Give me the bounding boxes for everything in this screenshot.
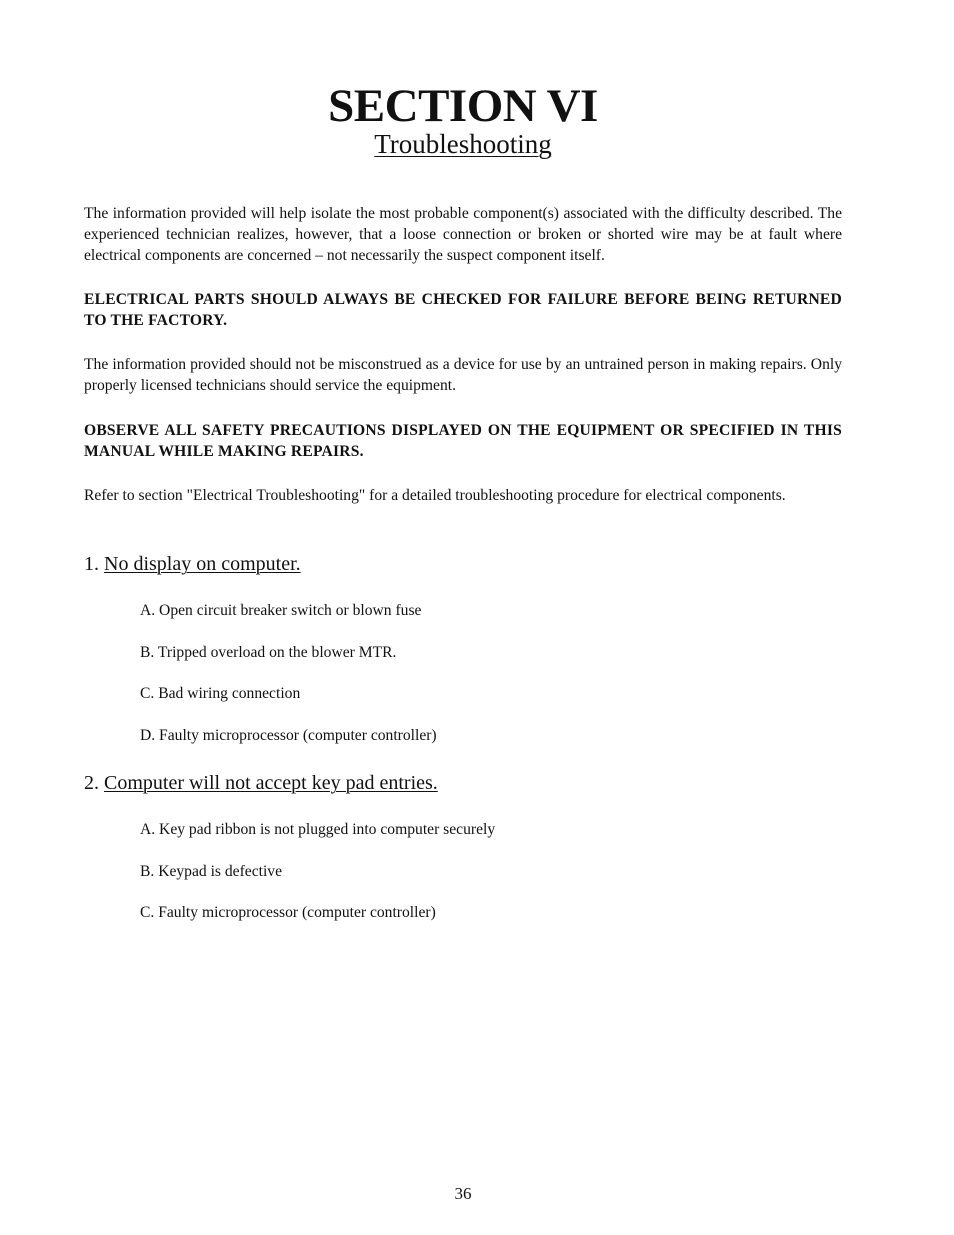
licensed-technician-notice: The information provided should not be misconstrued as a device for use by an untrained person in making repairs. Only properly licensed technicians should service the equipment. [84,356,842,394]
cause-item: C. Bad wiring connection [140,685,301,702]
cause-item: B. Keypad is defective [140,863,283,880]
section-title: SECTION VI [328,80,598,132]
cause-item: A. Open circuit breaker switch or blown fuse [140,602,422,619]
intro-paragraph: The information provided will help isolate the most probable component(s) associated with the difficulty described. The experienced technician realizes, however, that a loose connection or broken or shorted wire may be at fault where electrical components are concerned – not necessarily the suspect component itself. [84,205,842,264]
electrical-parts-warning: ELECTRICAL PARTS SHOULD ALWAYS BE CHECKED FOR FAILURE BEFORE BEING RETURNED TO THE FACTORY. [84,291,842,329]
safety-precautions-warning: OBSERVE ALL SAFETY PRECAUTIONS DISPLAYED ON THE EQUIPMENT OR SPECIFIED IN THIS MANUAL WHILE MAKING REPAIRS. [84,422,842,460]
cause-item: C. Faulty microprocessor (computer controller) [140,904,436,921]
section-subtitle: Troubleshooting [374,129,552,159]
problem-number: 2. [84,772,104,794]
page-number: 36 [454,1184,472,1203]
problem-title: Computer will not accept key pad entries. [104,772,438,794]
cause-item: A. Key pad ribbon is not plugged into computer securely [140,821,496,838]
problem-number: 1. [84,553,104,575]
problem-heading-2 [84,771,438,795]
cause-item: D. Faulty microprocessor (computer controller) [140,727,437,744]
problem-title: No display on computer. [104,553,301,575]
problem-heading-1 [84,552,301,576]
electrical-troubleshooting-reference: Refer to section "Electrical Troubleshooting" for a detailed troubleshooting procedure for electrical components. [84,487,786,504]
cause-item: B. Tripped overload on the blower MTR. [140,644,397,661]
